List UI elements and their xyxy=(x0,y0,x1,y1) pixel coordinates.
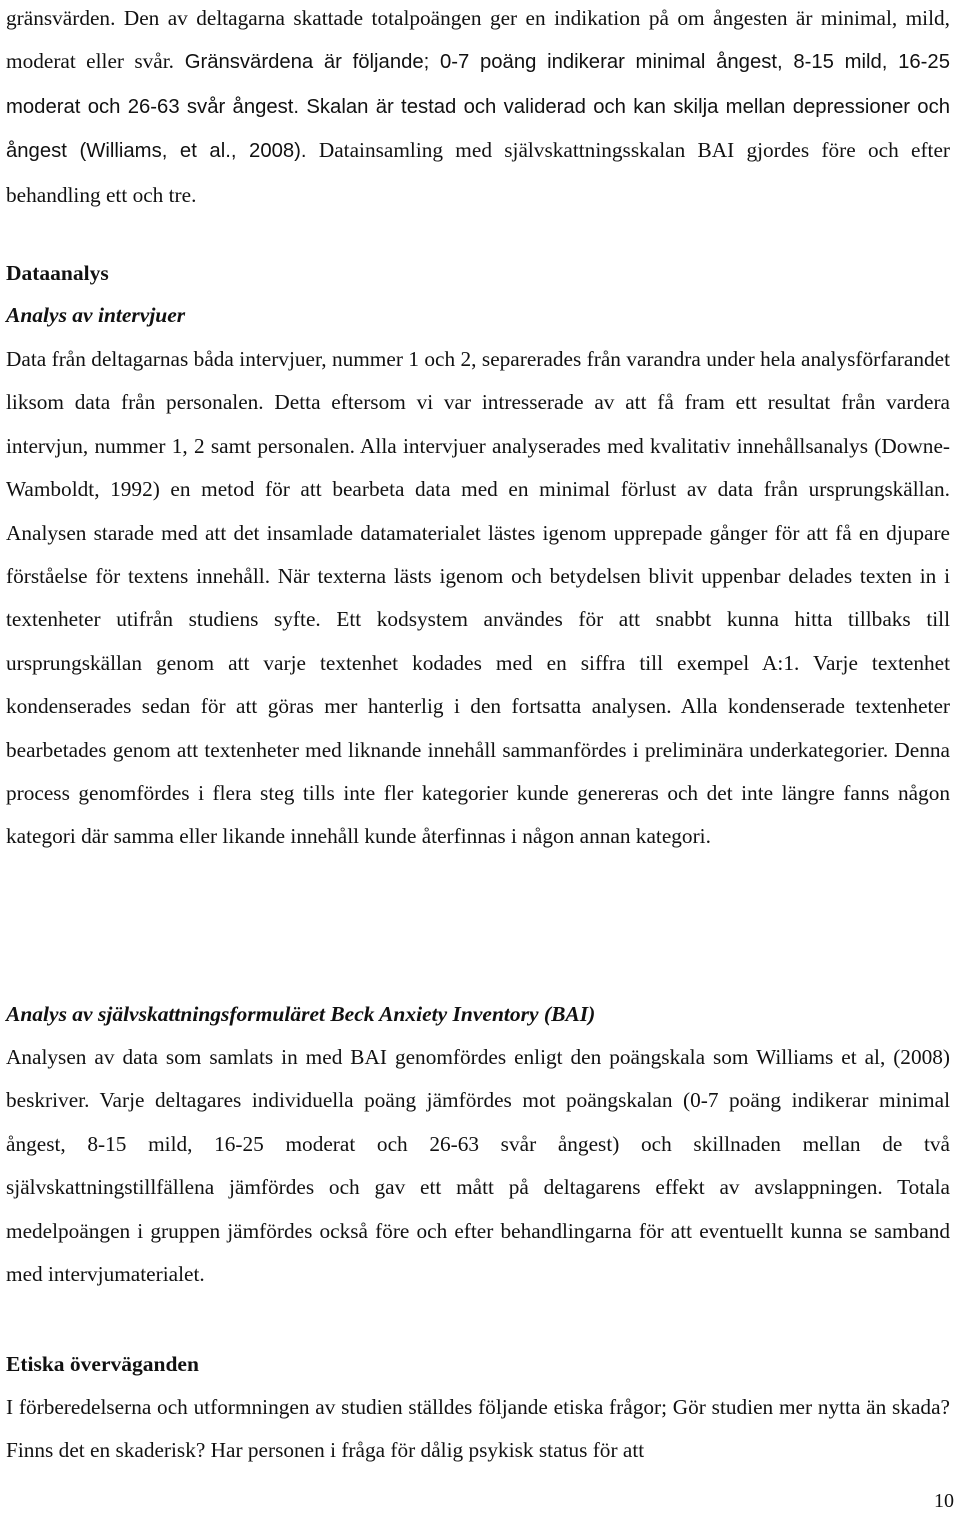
heading-etiska-overvaganden: Etiska överväganden xyxy=(6,1352,199,1376)
heading-dataanalys: Dataanalys xyxy=(6,261,109,285)
paragraph-bai: Analysen av data som samlats in med BAI genomfördes enligt den poängskala som Williams et al, (2008) beskriver. Varje deltagares individuella poäng jämfördes mot poängskalan (0-7 poäng indikerar minimal ångest, 8-15 mild, 16-25 moderat och 26-63 svår ångest) och skillnaden mellan de två självskattningstillfällena jämfördes och gav ett mått på deltagarens effekt av avslappningen. Totala medelpoängen i gruppen jämfördes också före och efter behandlingarna för att eventuellt kunna se samband med intervjumaterialet. xyxy=(6,1045,950,1287)
intro-sentence-2: Gränsvärdena är följande; 0-7 poäng indikerar minimal ångest, 8-15 mild, 16-25 moderat och 26-63 svår ångest. Skalan är testad och validerad och kan skilja mellan depressioner och ångest (Williams, et al., 2008). xyxy=(6,51,950,163)
page-number: 10 xyxy=(934,1490,954,1512)
subheading-analys-av-intervjuer: Analys av intervjuer xyxy=(6,303,186,327)
subheading-analys-bai: Analys av självskattningsformuläret Beck Anxiety Inventory (BAI) xyxy=(6,1002,596,1026)
paragraph-dataanalys: Data från deltagarnas båda intervjuer, nummer 1 och 2, separerades från varandra under hela analysförfarandet liksom data från personalen. Detta eftersom vi var intresserade av att få fram ett resultat från vardera intervjun, nummer 1, 2 samt personalen. Alla intervjuer analyserades med kvalitativ innehållsanalys (Downe-Wamboldt, 1992) en metod för att bearbeta data med en minimal förlust av data från ursprungskällan. Analysen starade med att det insamlade datamaterialet lästes igenom upprepade gånger för att få en djupare förståelse för textens innehåll. När texterna lästs igenom och betydelsen blivit uppenbar delades texten in i textenheter utifrån studiens syfte. Ett kodsystem användes för att snabbt kunna hitta tillbaks till ursprungskällan genom att varje textenhet kodades med en siffra till exempel A:1. Varje textenhet kondenserades sedan för att göras mer hanterlig i den fortsatta analysen. Alla kondenserade textenheter bearbetades genom att textenheter med liknande innehåll sammanfördes i preliminära underkategorier. Denna process genomfördes i flera steg tills inte fler kategorier kunde genereras och det inte längre fanns någon kategori där samma eller likande innehåll kunde återfinnas i någon annan kategori. xyxy=(6,347,950,849)
intro-paragraph xyxy=(6,0,950,217)
paragraph-etik: I förberedelserna och utformningen av studien ställdes följande etiska frågor; Gör studien mer nytta än skada? Finns det en skaderisk? Har personen i fråga för dålig psykisk status för att xyxy=(6,1395,950,1463)
intro-sentence-1: gränsvärden. Den av deltagarna skattade totalpoängen ger en indikation på om ångesten är minimal, mild, moderat eller svår. xyxy=(6,6,950,74)
intro-sentence-3: Datainsamling med självskattningsskalan BAI gjordes före och efter behandling ett och tre. xyxy=(6,138,950,207)
